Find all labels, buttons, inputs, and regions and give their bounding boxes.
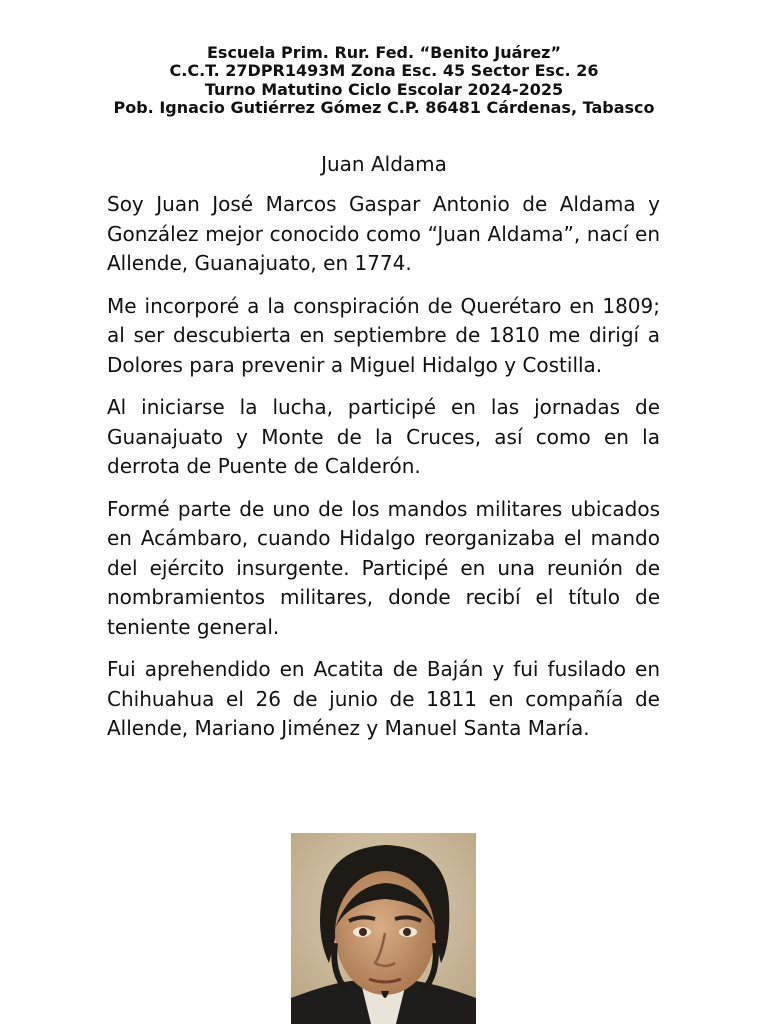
document-title: Juan Aldama bbox=[321, 152, 447, 176]
school-name: Escuela Prim. Rur. Fed. “Benito Juárez” bbox=[206, 43, 561, 62]
paragraph-4: Formé parte de uno de los mandos militares ubicados en Acámbaro, cuando Hidalgo reorganizaba el mando del ejército insurgente. Participé en una reunión de nombramientos militares, donde recibí el título de teniente general. bbox=[107, 496, 660, 639]
school-shift-line: Turno Matutino Ciclo Escolar 2024-2025 bbox=[204, 79, 564, 99]
portrait-illustration bbox=[291, 833, 476, 1024]
paragraph-5: Fui aprehendido en Acatita de Baján y fui fusilado en Chihuahua el 26 de junio de 1811 en compañía de Allende, Mariano Jiménez y Manuel Santa María. bbox=[107, 657, 660, 740]
portrait-image bbox=[291, 833, 476, 1024]
paragraph-1: Soy Juan José Marcos Gaspar Antonio de Aldama y González mejor conocido como “Juan Aldama”, nací en Allende, Guanajuato, en 1774. bbox=[107, 192, 660, 275]
paragraph-2: Me incorporé a la conspiración de Querétaro en 1809; al ser descubierta en septiembre de 1810 me dirigí a Dolores para prevenir a Miguel Hidalgo y Costilla. bbox=[107, 293, 660, 377]
school-address-line: Pob. Ignacio Gutiérrez Gómez C.P. 86481 Cárdenas, Tabasco bbox=[113, 98, 655, 118]
school-code-line: C.C.T. 27DPR1493M Zona Esc. 45 Sector Esc. 26 bbox=[169, 61, 599, 81]
paragraph-3: Al iniciarse la lucha, participé en las jornadas de Guanajuato y Monte de la Cruces, así como en la derrota de Puente de Calderón. bbox=[107, 395, 660, 478]
school-header bbox=[100, 44, 668, 118]
portrait-left-pupil bbox=[359, 928, 367, 936]
biography-text bbox=[107, 190, 660, 757]
portrait-right-pupil bbox=[403, 928, 411, 936]
